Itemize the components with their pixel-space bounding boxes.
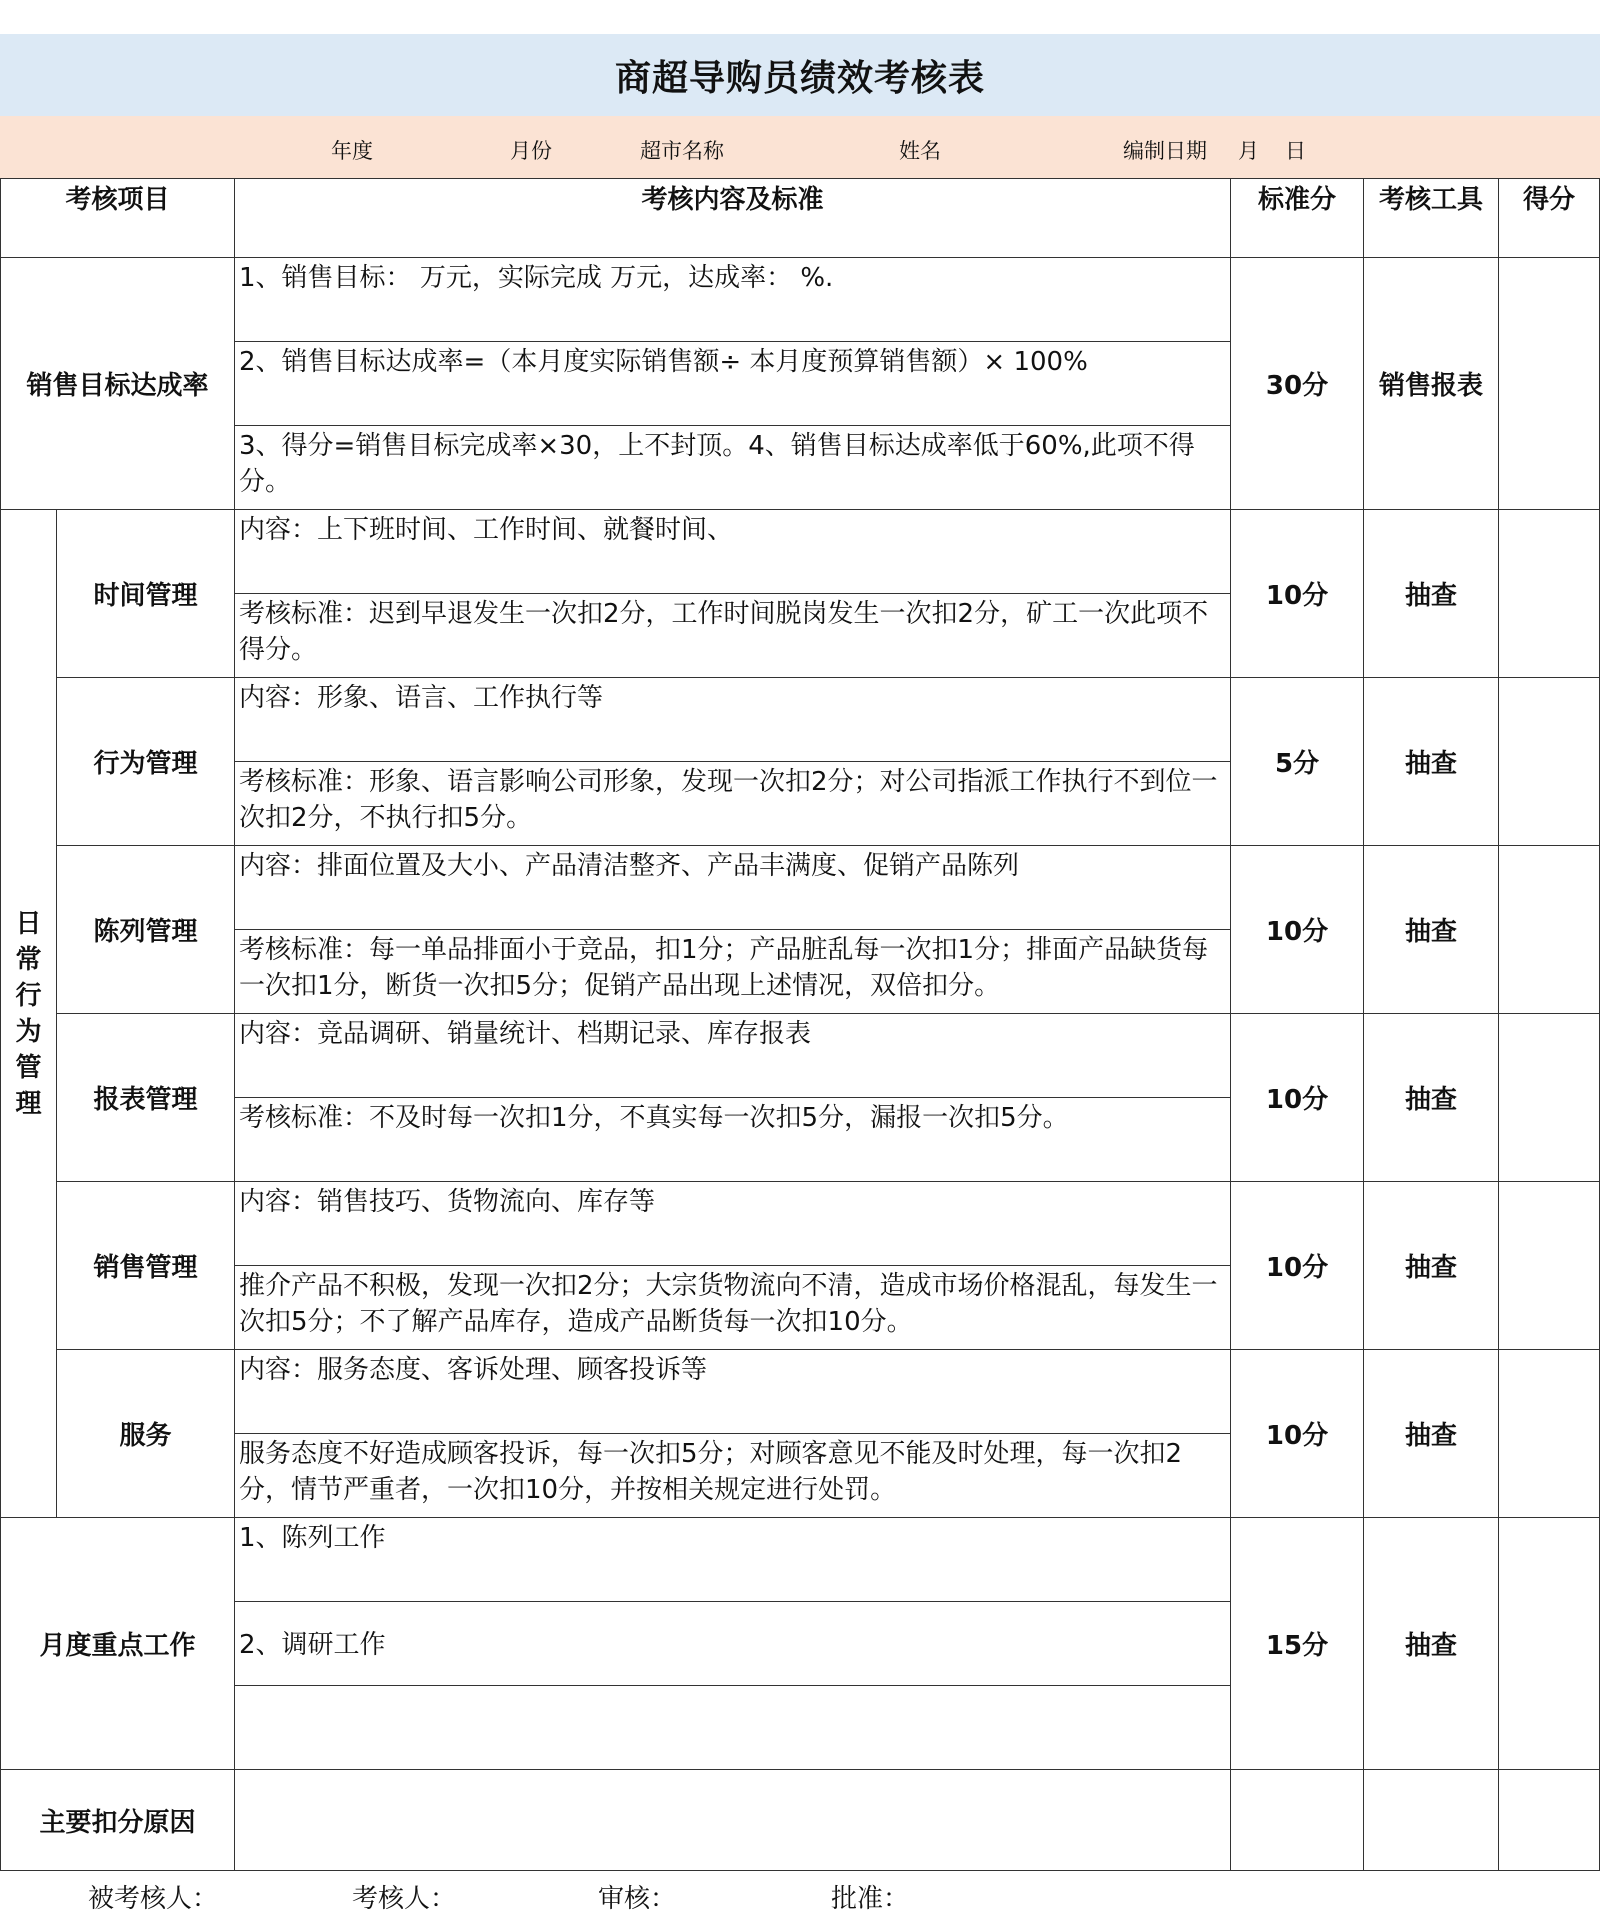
daily-label-service: 服务 [57,1350,235,1518]
daily-label-time: 时间管理 [57,510,235,678]
daily-points-sales: 10分 [1231,1182,1364,1350]
sales-line-2[interactable]: 2、销售目标达成率=（本月度实际销售额÷ 本月度预算销售额）× 100% [235,342,1231,426]
sales-line-3[interactable]: 3、得分=销售目标完成率×30，上不封顶。4、销售目标达成率低于60%,此项不得分。 [235,426,1231,510]
assessment-table [0,178,1600,1871]
header-score: 得分 [1499,179,1600,258]
daily-content-behavior[interactable]: 内容：形象、语言、工作执行等 [235,678,1231,762]
meta-date-month: 月 [1238,139,1259,163]
daily-label-behavior: 行为管理 [57,678,235,846]
meta-bar [0,116,1600,178]
header-tool: 考核工具 [1364,179,1499,258]
daily-score-display[interactable] [1499,846,1600,1014]
daily-points-time: 10分 [1231,510,1364,678]
daily-content-report[interactable]: 内容：竞品调研、销量统计、档期记录、库存报表 [235,1014,1231,1098]
meta-date-day: 日 [1285,139,1306,163]
title-bar [0,34,1600,116]
sales-label: 销售目标达成率 [1,258,235,510]
meta-name: 姓名 [899,139,941,163]
daily-tool-service: 抽查 [1364,1350,1499,1518]
sales-tool: 销售报表 [1364,258,1499,510]
daily-group-label: 日常行为管理 [1,510,57,1518]
daily-tool-behavior: 抽查 [1364,678,1499,846]
daily-tool-time: 抽查 [1364,510,1499,678]
deduction-score[interactable] [1499,1770,1600,1871]
meta-store: 超市名称 [640,139,724,163]
daily-points-service: 10分 [1231,1350,1364,1518]
daily-content-display[interactable]: 内容：排面位置及大小、产品清洁整齐、产品丰满度、促销产品陈列 [235,846,1231,930]
table-row [1,1350,1600,1434]
monthly-label: 月度重点工作 [1,1518,235,1770]
table-row [1,1518,1600,1602]
daily-score-service[interactable] [1499,1350,1600,1518]
daily-content-service[interactable]: 内容：服务态度、客诉处理、顾客投诉等 [235,1350,1231,1434]
daily-standard-report[interactable]: 考核标准：不及时每一次扣1分，不真实每一次扣5分，漏报一次扣5分。 [235,1098,1231,1182]
daily-label-display: 陈列管理 [57,846,235,1014]
table-row [1,1182,1600,1266]
monthly-tool: 抽查 [1364,1518,1499,1770]
daily-content-time[interactable]: 内容：上下班时间、工作时间、就餐时间、 [235,510,1231,594]
sales-line-1[interactable]: 1、销售目标： 万元，实际完成 万元，达成率： %. [235,258,1231,342]
table-row [1,1770,1600,1871]
deduction-label: 主要扣分原因 [1,1770,235,1871]
header-standard: 标准分 [1231,179,1364,258]
meta-month: 月份 [510,139,552,163]
monthly-line-1[interactable]: 1、陈列工作 [235,1518,1231,1602]
table-row [1,258,1600,342]
meta-year: 年度 [331,139,373,163]
daily-standard-sales[interactable]: 推介产品不积极，发现一次扣2分；大宗货物流向不清，造成市场价格混乱，每发生一次扣5分；不了解产品库存，造成产品断货每一次扣10分。 [235,1266,1231,1350]
page-title: 商超导购员绩效考核表 [614,57,985,99]
monthly-score-cell[interactable] [1499,1518,1600,1770]
header-item: 考核项目 [1,179,235,258]
sign-approver: 批准： [831,1884,910,1914]
table-row [1,510,1600,594]
daily-tool-report: 抽查 [1364,1014,1499,1182]
sign-reviewer: 审核： [598,1884,677,1914]
deduction-tool[interactable] [1364,1770,1499,1871]
daily-tool-display: 抽查 [1364,846,1499,1014]
table-header-row [1,179,1600,258]
daily-score-sales[interactable] [1499,1182,1600,1350]
monthly-line-2[interactable]: 2、调研工作 [235,1602,1231,1686]
daily-score-behavior[interactable] [1499,678,1600,846]
table-row [1,1014,1600,1098]
daily-standard-behavior[interactable]: 考核标准：形象、语言影响公司形象，发现一次扣2分；对公司指派工作执行不到位一次扣2分，不执行扣5分。 [235,762,1231,846]
daily-tool-sales: 抽查 [1364,1182,1499,1350]
daily-standard-service[interactable]: 服务态度不好造成顾客投诉，每一次扣5分；对顾客意见不能及时处理，每一次扣2分，情节严重者，一次扣10分，并按相关规定进行处罚。 [235,1434,1231,1518]
header-content: 考核内容及标准 [235,179,1231,258]
monthly-points: 15分 [1231,1518,1364,1770]
sales-score-cell[interactable] [1499,258,1600,510]
meta-date-label: 编制日期 [1123,139,1207,163]
table-row [1,678,1600,762]
deduction-points[interactable] [1231,1770,1364,1871]
table-row [1,846,1600,930]
daily-points-display: 10分 [1231,846,1364,1014]
daily-points-behavior: 5分 [1231,678,1364,846]
daily-content-sales[interactable]: 内容：销售技巧、货物流向、库存等 [235,1182,1231,1266]
daily-score-report[interactable] [1499,1014,1600,1182]
daily-points-report: 10分 [1231,1014,1364,1182]
sign-assessee: 被考核人： [88,1884,219,1914]
monthly-line-3[interactable] [235,1686,1231,1770]
daily-standard-time[interactable]: 考核标准：迟到早退发生一次扣2分，工作时间脱岗发生一次扣2分，矿工一次此项不得分。 [235,594,1231,678]
daily-standard-display[interactable]: 考核标准：每一单品排面小于竞品，扣1分；产品脏乱每一次扣1分；排面产品缺货每一次扣1分，断货一次扣5分；促销产品出现上述情况，双倍扣分。 [235,930,1231,1014]
daily-score-time[interactable] [1499,510,1600,678]
sales-points: 30分 [1231,258,1364,510]
deduction-content[interactable] [235,1770,1231,1871]
daily-label-report: 报表管理 [57,1014,235,1182]
daily-label-sales: 销售管理 [57,1182,235,1350]
sign-assessor: 考核人： [352,1884,457,1914]
